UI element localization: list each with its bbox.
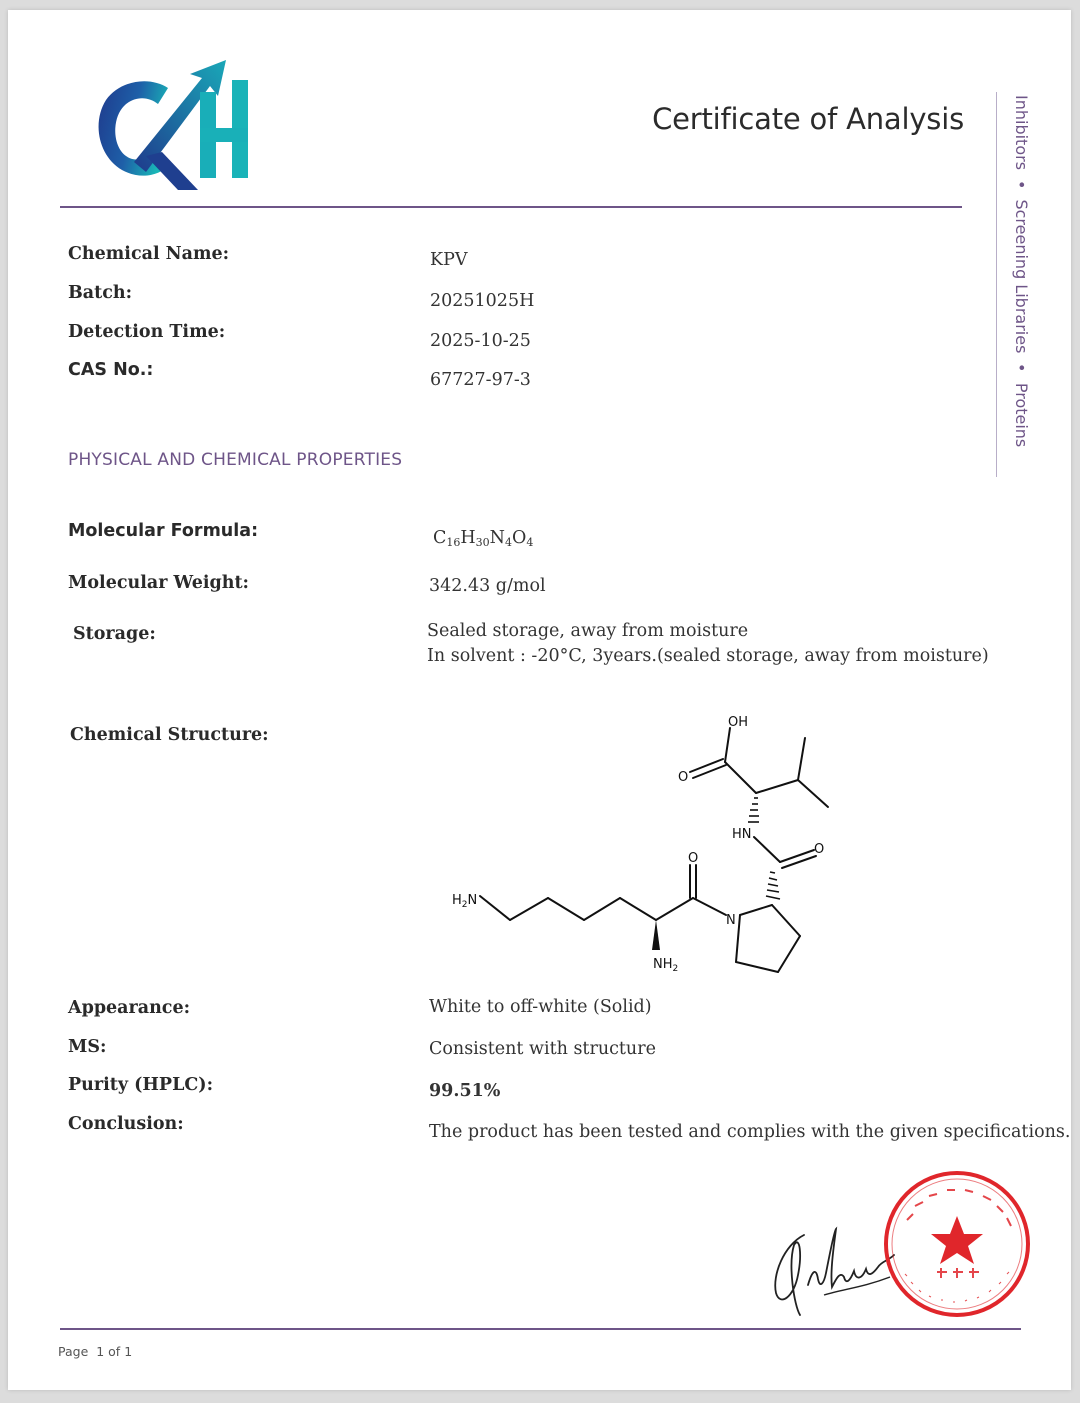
cas-value: 67727-97-3	[430, 370, 531, 390]
side-label-proteins: Proteins	[1012, 382, 1031, 448]
appearance-value: White to off-white (Solid)	[429, 997, 652, 1017]
document-title: Certificate of Analysis	[652, 102, 964, 136]
side-category-labels	[1012, 95, 1031, 447]
chemical-name-value: KPV	[430, 250, 468, 270]
chemical-structure-label: Chemical Structure:	[70, 725, 269, 745]
chemical-structure-diagram	[428, 700, 848, 975]
detection-time-value: 2025-10-25	[430, 331, 531, 351]
side-label-inhibitors: Inhibitors	[1012, 95, 1031, 171]
storage-line-2: In solvent : -20°C, 3years.(sealed storage, away from moisture)	[427, 646, 989, 666]
conclusion-label: Conclusion:	[68, 1114, 184, 1134]
ms-label: MS:	[68, 1037, 107, 1057]
detection-time-label: Detection Time:	[68, 322, 226, 342]
company-seal	[881, 1168, 1033, 1320]
cas-label: CAS No.:	[68, 360, 154, 380]
purity-value: 99.51%	[429, 1081, 501, 1101]
conclusion-value: The product has been tested and complies with the given specifications.	[429, 1122, 1071, 1142]
atom-o-acid: O	[678, 770, 689, 785]
molecular-weight-label: Molecular Weight:	[68, 573, 250, 593]
storage-line-1: Sealed storage, away from moisture	[427, 621, 749, 641]
chemical-name-label: Chemical Name:	[68, 244, 230, 264]
atom-oh: OH	[728, 715, 749, 730]
page-total: 1	[124, 1344, 133, 1359]
page-number: 1	[96, 1344, 105, 1359]
molecular-formula-label: Molecular Formula:	[68, 521, 259, 541]
footer-divider	[60, 1328, 1021, 1330]
side-separator-dot: •	[1012, 363, 1031, 373]
side-separator-dot: •	[1012, 180, 1031, 190]
appearance-label: Appearance:	[68, 998, 191, 1018]
company-logo	[90, 52, 255, 202]
page-indicator	[58, 1344, 132, 1359]
atom-o-amide1: O	[688, 851, 699, 866]
atom-o-amide2: O	[814, 842, 825, 857]
page-word: Page	[58, 1344, 89, 1359]
atom-nh2: $NH_2$	[653, 957, 679, 974]
atom-hn: HN	[732, 827, 752, 842]
molecular-weight-value: 342.43 g/mol	[429, 576, 546, 596]
side-label-screening-libraries: Screening Libraries	[1012, 199, 1031, 354]
storage-label: Storage:	[73, 624, 156, 644]
certificate-page	[8, 10, 1071, 1390]
batch-value: 20251025H	[430, 291, 535, 311]
side-divider	[996, 92, 997, 477]
of-word: of	[108, 1344, 121, 1359]
molecular-formula-value: $C_{16}H_{30}N_4O_4$	[433, 528, 534, 549]
ms-value: Consistent with structure	[429, 1039, 656, 1059]
purity-label: Purity (HPLC):	[68, 1075, 214, 1095]
atom-h2n: $H_2N$	[452, 893, 478, 910]
batch-label: Batch:	[68, 283, 133, 303]
header-divider	[60, 206, 962, 208]
atom-n-ring: N	[726, 913, 736, 928]
section-title: PHYSICAL AND CHEMICAL PROPERTIES	[68, 450, 403, 470]
